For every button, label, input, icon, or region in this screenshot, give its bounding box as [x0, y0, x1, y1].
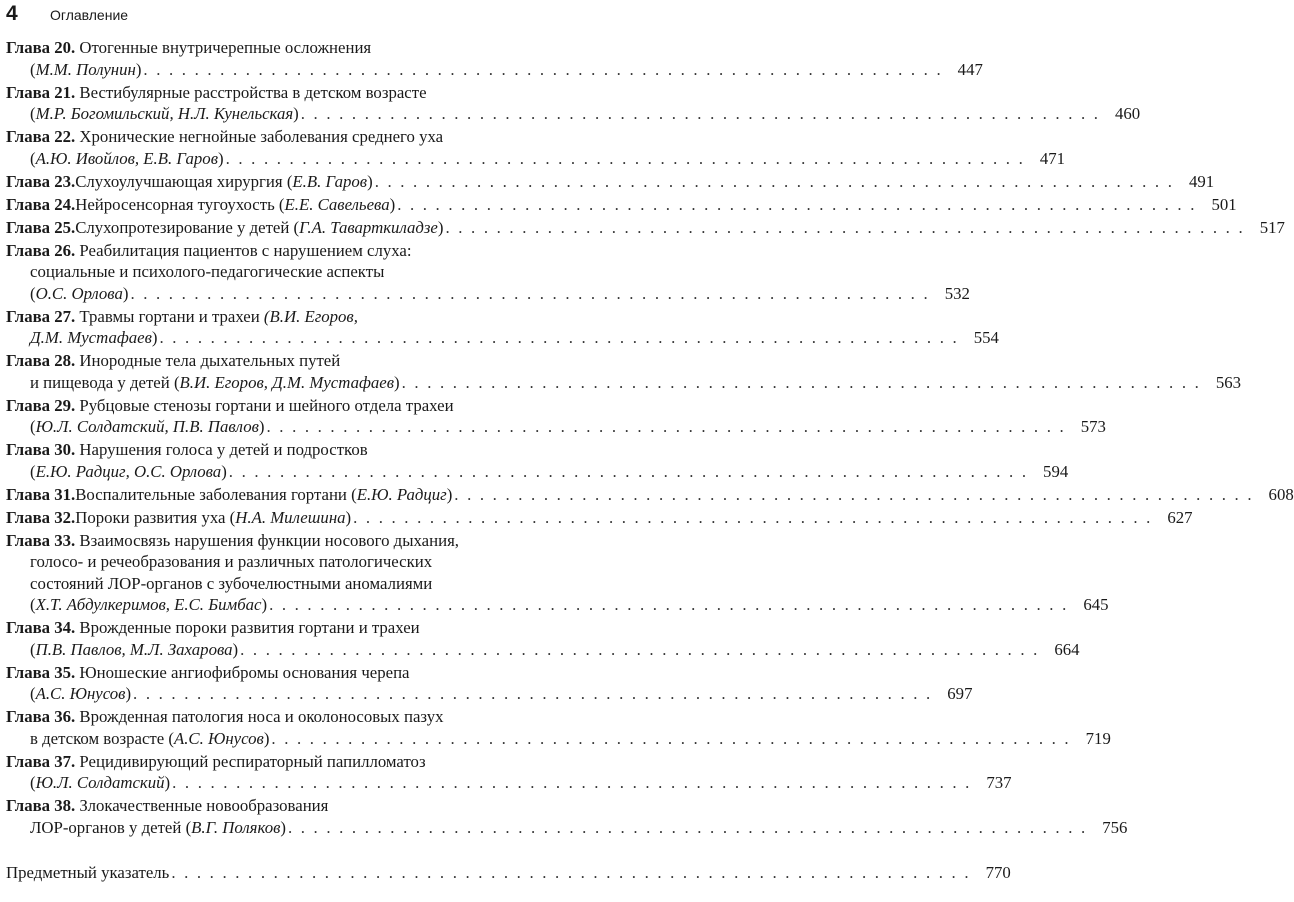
- entry-authors: В.И. Егоров, Д.М. Мустафаев: [179, 372, 395, 392]
- toc-entry-last-line: [6, 416, 1106, 438]
- chapter-label: Глава 24.: [6, 194, 76, 214]
- toc-entry: [6, 395, 1106, 438]
- running-head: Оглавление: [50, 7, 129, 23]
- chapter-label: Глава 33.: [6, 530, 80, 550]
- toc-entry-line: Глава 30. Нарушения голоса у детей и подростков: [6, 440, 368, 459]
- toc-entry-last-line: [6, 484, 1294, 506]
- toc-entry-last-line: [6, 372, 1242, 394]
- dot-leader: . . . . . . . . . . . . . . . . . . . . . . . . . . . . . . . . . . . . . . . . . . . . . . . . . . . . . . . . . . . . . . .: [287, 817, 1088, 837]
- entry-page-number: 491: [1188, 171, 1215, 191]
- toc-entry-last-line: [6, 283, 970, 305]
- entry-authors: Е.Ю. Радциг, О.С. Орлова: [35, 461, 222, 481]
- toc-entry-last-line: [6, 594, 1109, 616]
- index-entry-page-number: 770: [985, 863, 1011, 882]
- entry-authors: Е.Е. Савельева: [284, 194, 390, 214]
- dot-leader: . . . . . . . . . . . . . . . . . . . . . . . . . . . . . . . . . . . . . . . . . . . . . . . . . . . . . . . . . . . . . . .: [300, 104, 1101, 123]
- toc-entry-last-line: [6, 639, 1080, 661]
- dot-leader: . . . . . . . . . . . . . . . . . . . . . . . . . . . . . . . . . . . . . . . . . . . . . . . . . . . . . . . . . . . . . . .: [269, 595, 1069, 614]
- toc-entry-line: Глава 27. Травмы гортани и трахеи (В.И. Егоров,: [6, 306, 358, 326]
- toc-entry: [6, 350, 1242, 393]
- entry-page-number: 608: [1268, 484, 1294, 504]
- chapter-label: Глава 29.: [6, 395, 80, 415]
- entry-authors: О.С. Орлова: [35, 283, 123, 303]
- toc-entry: [6, 306, 999, 349]
- entry-page-number: 573: [1080, 417, 1106, 436]
- entry-authors: Е.Ю. Радциг: [356, 484, 447, 504]
- dot-leader: . . . . . . . . . . . . . . . . . . . . . . . . . . . . . . . . . . . . . . . . . . . . . . . . . . . . . . . . . . . . . . .: [397, 194, 1197, 214]
- toc-entry: [6, 751, 1012, 794]
- toc-entry-line: состояний ЛОР-органов с зубочелюстными аномалиями: [30, 573, 433, 593]
- entry-text: (Ю.Л. Солдатский): [30, 773, 171, 792]
- toc-entry: [6, 439, 1069, 482]
- entry-authors: Ю.Л. Солдатский, П.В. Павлов: [35, 417, 259, 436]
- table-of-contents: [6, 37, 1294, 884]
- entry-text: (Ю.Л. Солдатский, П.В. Павлов): [30, 417, 265, 436]
- entry-page-number: 737: [986, 773, 1012, 792]
- entry-text: Слухоулучшающая хирургия (Е.В. Гаров): [75, 171, 373, 191]
- entry-authors: П.В. Павлов, М.Л. Захарова: [35, 639, 233, 659]
- toc-entry-line: Глава 34. Врожденные пороки развития гортани и трахеи: [6, 618, 420, 637]
- entry-authors: (В.И. Егоров,: [263, 306, 358, 326]
- entry-authors: А.С. Юнусов: [35, 684, 126, 703]
- dot-leader: . . . . . . . . . . . . . . . . . . . . . . . . . . . . . . . . . . . . . . . . . . . . . . . . . . . . . . . . . . . . . . .: [266, 417, 1066, 436]
- entry-page-number: 471: [1039, 148, 1065, 168]
- entry-text: ЛОР-органов у детей (В.Г. Поляков): [30, 817, 286, 837]
- entry-text: и пищевода у детей (В.И. Егоров, Д.М. Мустафаев): [30, 372, 400, 392]
- toc-entry-last-line: [6, 461, 1069, 483]
- toc-entry-line: Глава 36. Врожденная патология носа и околоносовых пазух: [6, 707, 444, 726]
- entry-authors: Н.А. Милешина: [235, 507, 346, 527]
- entry-authors: М.Р. Богомильский, Н.Л. Кунельская: [35, 104, 294, 123]
- dot-leader: . . . . . . . . . . . . . . . . . . . . . . . . . . . . . . . . . . . . . . . . . . . . . . . . . . . . . . . . . . . . . . .: [143, 59, 943, 79]
- dot-leader: . . . . . . . . . . . . . . . . . . . . . . . . . . . . . . . . . . . . . . . . . . . . . . . . . . . . . . . . . . . . . . .: [374, 171, 1175, 191]
- toc-entry-line: голосо- и речеобразования и различных патологических: [30, 552, 433, 571]
- toc-entry: [6, 82, 1141, 125]
- chapter-label: Глава 27.: [6, 306, 80, 326]
- toc-entry-line: Глава 29. Рубцовые стенозы гортани и шейного отдела трахеи: [6, 395, 454, 415]
- toc-entry-last-line: [6, 217, 1285, 239]
- entry-page-number: 594: [1043, 461, 1069, 481]
- entry-text: (П.В. Павлов, М.Л. Захарова): [30, 639, 239, 659]
- toc-entry-line: Глава 38. Злокачественные новообразования: [6, 796, 329, 815]
- dot-leader: . . . . . . . . . . . . . . . . . . . . . . . . . . . . . . . . . . . . . . . . . . . . . . . . . . . . . . . . . . . . . . .: [225, 148, 1025, 168]
- toc-entry: [6, 484, 1294, 506]
- entry-page-number: 719: [1085, 728, 1111, 748]
- entry-text: Воспалительные заболевания гортани (Е.Ю. Радциг): [75, 484, 453, 504]
- dot-leader: . . . . . . . . . . . . . . . . . . . . . . . . . . . . . . . . . . . . . . . . . . . . . . . . . . . . . . . . . . . . . . .: [171, 863, 971, 882]
- entry-authors: Д.М. Мустафаев: [30, 328, 152, 347]
- entry-authors: М.М. Полунин: [35, 59, 136, 79]
- chapter-label: Глава 28.: [6, 351, 80, 370]
- entry-text: (А.С. Юнусов): [30, 684, 132, 703]
- chapter-label: Глава 26.: [6, 240, 80, 260]
- entry-authors: Х.Т. Абдулкеримов, Е.С. Бимбас: [35, 595, 262, 614]
- toc-entry: [6, 194, 1237, 216]
- dot-leader: . . . . . . . . . . . . . . . . . . . . . . . . . . . . . . . . . . . . . . . . . . . . . . . . . . . . . . . . . . . . . . .: [130, 283, 930, 303]
- toc-entry: [6, 530, 1109, 616]
- toc-entry-last-line: [6, 728, 1111, 750]
- dot-leader: . . . . . . . . . . . . . . . . . . . . . . . . . . . . . . . . . . . . . . . . . . . . . . . . . . . . . . . . . . . . . . .: [353, 507, 1153, 527]
- toc-entry-last-line: [6, 817, 1128, 839]
- chapter-label: Глава 32.: [6, 507, 76, 527]
- toc-entry: [6, 795, 1128, 838]
- toc-entry-line: социальные и психолого-педагогические аспекты: [30, 262, 385, 281]
- entry-text: (Е.Ю. Радциг, О.С. Орлова): [30, 461, 227, 481]
- entry-page-number: 664: [1054, 639, 1080, 659]
- toc-entry: [6, 171, 1215, 193]
- toc-entry-line: Глава 35. Юношеские ангиофибромы основания черепа: [6, 662, 410, 682]
- chapter-label: Глава 34.: [6, 618, 80, 637]
- entry-page-number: 460: [1115, 104, 1141, 123]
- toc-entry-line: Глава 22. Хронические негнойные заболевания среднего уха: [6, 127, 444, 146]
- chapter-label: Глава 31.: [6, 484, 76, 504]
- chapter-label: Глава 22.: [6, 127, 80, 146]
- dot-leader: . . . . . . . . . . . . . . . . . . . . . . . . . . . . . . . . . . . . . . . . . . . . . . . . . . . . . . . . . . . . . . .: [133, 684, 933, 703]
- entry-text: (О.С. Орлова): [30, 283, 129, 303]
- entry-text: в детском возрасте (А.С. Юнусов): [30, 728, 270, 748]
- dot-leader: . . . . . . . . . . . . . . . . . . . . . . . . . . . . . . . . . . . . . . . . . . . . . . . . . . . . . . . . . . . . . . .: [454, 484, 1254, 504]
- entry-page-number: 554: [973, 328, 999, 347]
- entry-authors: Е.В. Гаров: [292, 171, 368, 191]
- toc-entry-last-line: [6, 171, 1215, 193]
- toc-entry: [6, 617, 1080, 660]
- toc-entry-last-line: [6, 507, 1193, 529]
- dot-leader: . . . . . . . . . . . . . . . . . . . . . . . . . . . . . . . . . . . . . . . . . . . . . . . . . . . . . . . . . . . . . . .: [240, 639, 1040, 659]
- index-entry: [6, 862, 1011, 884]
- dot-leader: . . . . . . . . . . . . . . . . . . . . . . . . . . . . . . . . . . . . . . . . . . . . . . . . . . . . . . . . . . . . . . .: [159, 328, 959, 347]
- index-entry-text: Предметный указатель: [6, 863, 170, 882]
- chapter-label: Глава 20.: [6, 38, 80, 57]
- toc-entry-line: Глава 37. Рецидивирующий респираторный папилломатоз: [6, 751, 426, 771]
- entry-page-number: 517: [1259, 217, 1285, 237]
- entry-text: Слухопротезирование у детей (Г.А. Таварткиладзе): [75, 217, 444, 237]
- toc-entry: [6, 706, 1111, 749]
- entry-page-number: 447: [957, 59, 983, 79]
- entry-page-number: 756: [1102, 817, 1128, 837]
- toc-entry-last-line: [6, 103, 1141, 125]
- chapter-label: Глава 21.: [6, 82, 80, 102]
- toc-entry-line: Глава 33. Взаимосвязь нарушения функции носового дыхания,: [6, 530, 459, 550]
- toc-entry: [6, 507, 1193, 529]
- entry-authors: Г.А. Таварткиладзе: [299, 217, 438, 237]
- toc-entry-line: Глава 20. Отогенные внутричерепные осложнения: [6, 38, 372, 57]
- dot-leader: . . . . . . . . . . . . . . . . . . . . . . . . . . . . . . . . . . . . . . . . . . . . . . . . . . . . . . . . . . . . . . .: [228, 461, 1029, 481]
- entry-text: Пороки развития уха (Н.А. Милешина): [75, 507, 352, 527]
- chapter-label: Глава 36.: [6, 707, 80, 726]
- chapter-label: Глава 25.: [6, 217, 76, 237]
- dot-leader: . . . . . . . . . . . . . . . . . . . . . . . . . . . . . . . . . . . . . . . . . . . . . . . . . . . . . . . . . . . . . . .: [271, 728, 1071, 748]
- toc-entry: [6, 37, 983, 80]
- dot-leader: . . . . . . . . . . . . . . . . . . . . . . . . . . . . . . . . . . . . . . . . . . . . . . . . . . . . . . . . . . . . . . .: [172, 773, 972, 792]
- entry-text: (А.Ю. Ивойлов, Е.В. Гаров): [30, 148, 224, 168]
- index-entry-line: [6, 862, 1011, 884]
- toc-entry-last-line: [6, 194, 1237, 216]
- entry-text: Нейросенсорная тугоухость (Е.Е. Савельева): [75, 194, 396, 214]
- dot-leader: . . . . . . . . . . . . . . . . . . . . . . . . . . . . . . . . . . . . . . . . . . . . . . . . . . . . . . . . . . . . . . .: [401, 372, 1202, 392]
- entry-authors: Ю.Л. Солдатский: [35, 773, 165, 792]
- toc-entry: [6, 126, 1065, 169]
- entry-page-number: 563: [1215, 372, 1242, 392]
- chapter-label: Глава 23.: [6, 171, 76, 191]
- entry-authors: В.Г. Поляков: [191, 817, 281, 837]
- page-number: 4: [6, 2, 18, 25]
- entry-page-number: 627: [1167, 507, 1193, 527]
- entry-page-number: 501: [1211, 194, 1237, 214]
- entry-text: (М.М. Полунин): [30, 59, 142, 79]
- page-header: [6, 2, 566, 28]
- entry-authors: А.С. Юнусов: [173, 728, 264, 748]
- toc-entry-last-line: [6, 327, 999, 349]
- entry-page-number: 645: [1083, 595, 1109, 614]
- entry-page-number: 532: [944, 283, 970, 303]
- toc-entry-line: Глава 26. Реабилитация пациентов с нарушением слуха:: [6, 240, 412, 260]
- toc-entry-line: Глава 21. Вестибулярные расстройства в детском возрасте: [6, 82, 427, 102]
- entry-text: (М.Р. Богомильский, Н.Л. Кунельская): [30, 104, 299, 123]
- chapter-label: Глава 38.: [6, 796, 80, 815]
- entry-text: (Х.Т. Абдулкеримов, Е.С. Бимбас): [30, 595, 268, 614]
- toc-entry-last-line: [6, 59, 983, 81]
- entry-page-number: 697: [947, 684, 973, 703]
- toc-entry-last-line: [6, 683, 973, 705]
- toc-entry-last-line: [6, 148, 1065, 170]
- dot-leader: . . . . . . . . . . . . . . . . . . . . . . . . . . . . . . . . . . . . . . . . . . . . . . . . . . . . . . . . . . . . . . .: [445, 217, 1245, 237]
- toc-entry: [6, 217, 1285, 239]
- chapter-label: Глава 35.: [6, 662, 80, 682]
- toc-entry: [6, 240, 970, 305]
- chapter-label: Глава 37.: [6, 751, 80, 771]
- entry-authors: А.Ю. Ивойлов, Е.В. Гаров: [35, 148, 218, 168]
- entry-text: Д.М. Мустафаев): [30, 328, 158, 347]
- toc-entry: [6, 662, 973, 705]
- chapter-label: Глава 30.: [6, 440, 80, 459]
- toc-entry-last-line: [6, 772, 1012, 794]
- toc-entry-line: Глава 28. Инородные тела дыхательных путей: [6, 351, 341, 370]
